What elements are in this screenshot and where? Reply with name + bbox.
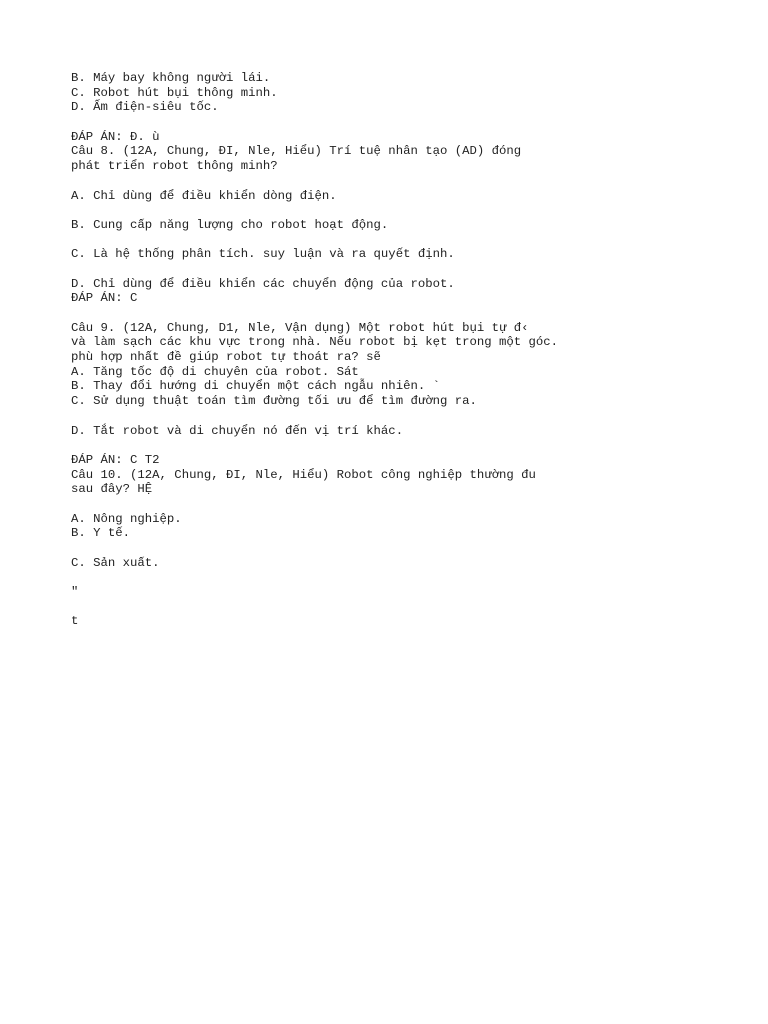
blank-line bbox=[71, 262, 751, 277]
blank-line bbox=[71, 306, 751, 321]
blank-line bbox=[71, 174, 751, 189]
blank-line bbox=[71, 438, 751, 453]
question-9-title: Câu 9. (12A, Chung, D1, Nle, Vận dụng) Một robot hút bụi tự đ‹ bbox=[71, 320, 529, 335]
question-9-continued-2: phù hợp nhất đề giúp robot tự thoát ra? sẽ bbox=[71, 350, 381, 365]
q9-option-d: D. Tắt robot và di chuyển nó đến vị trí khác. bbox=[71, 423, 404, 438]
q9-option-b: B. Thay đổi hướng di chuyển một cách ngẫu nhiên. ` bbox=[71, 379, 440, 394]
q10-option-c: C. Sản xuất. bbox=[71, 555, 160, 570]
blank-line bbox=[71, 409, 751, 424]
option-b-drone: B. Máy bay không người lái. bbox=[71, 71, 271, 85]
stray-letter: t bbox=[71, 614, 79, 629]
q9-option-c: C. Sử dụng thuật toán tìm đường tối ưu để tìm đường ra. bbox=[71, 394, 477, 409]
q10-option-a: A. Nông nghiệp. bbox=[71, 511, 182, 526]
option-d-kettle: D. Ấm điện-siêu tốc. bbox=[71, 100, 219, 115]
option-c-robot-vacuum: C. Robot hút bụi thông minh. bbox=[71, 85, 278, 100]
answer-q9: ĐÁP ÁN: C T2 bbox=[71, 452, 160, 467]
blank-line bbox=[71, 497, 751, 512]
stray-quote-mark: " bbox=[71, 585, 79, 600]
document-page bbox=[71, 71, 751, 629]
question-8-title: Câu 8. (12A, Chung, ĐI, Nle, Hiểu) Trí tuệ nhân tạo (AD) đóng bbox=[71, 144, 522, 159]
q8-option-c: C. Là hệ thống phân tích. suy luận và ra quyết định. bbox=[71, 247, 455, 262]
question-8-continued: phát triển robot thông minh? bbox=[71, 159, 278, 174]
q8-option-b: B. Cung cấp năng lượng cho robot hoạt động. bbox=[71, 217, 389, 232]
blank-line bbox=[71, 541, 751, 556]
question-10-continued: sau đây? HỆ bbox=[71, 482, 153, 497]
question-9-continued-1: và làm sạch các khu vực trong nhà. Nếu robot bị kẹt trong một góc. bbox=[71, 335, 559, 350]
answer-q8: ĐÁP ÁN: C bbox=[71, 291, 138, 306]
blank-line bbox=[71, 203, 751, 218]
q9-option-a: A. Tăng tốc độ di chuyên của robot. Sát bbox=[71, 364, 359, 379]
q10-option-b: B. Y tế. bbox=[71, 526, 131, 541]
answer-q7: ĐÁP ÁN: Đ. ù bbox=[71, 129, 160, 144]
blank-line bbox=[71, 233, 751, 248]
blank-line bbox=[71, 600, 751, 615]
blank-line bbox=[71, 570, 751, 585]
q8-option-d: D. Chỉ dùng để điều khiển các chuyển động của robot. bbox=[71, 276, 455, 291]
q8-option-a: A. Chỉ dùng để điều khiển dòng điện. bbox=[71, 188, 337, 203]
question-10-title: Câu 10. (12A, Chung, ĐI, Nle, Hiểu) Robot công nghiệp thường đu bbox=[71, 467, 536, 482]
blank-line bbox=[71, 115, 751, 130]
